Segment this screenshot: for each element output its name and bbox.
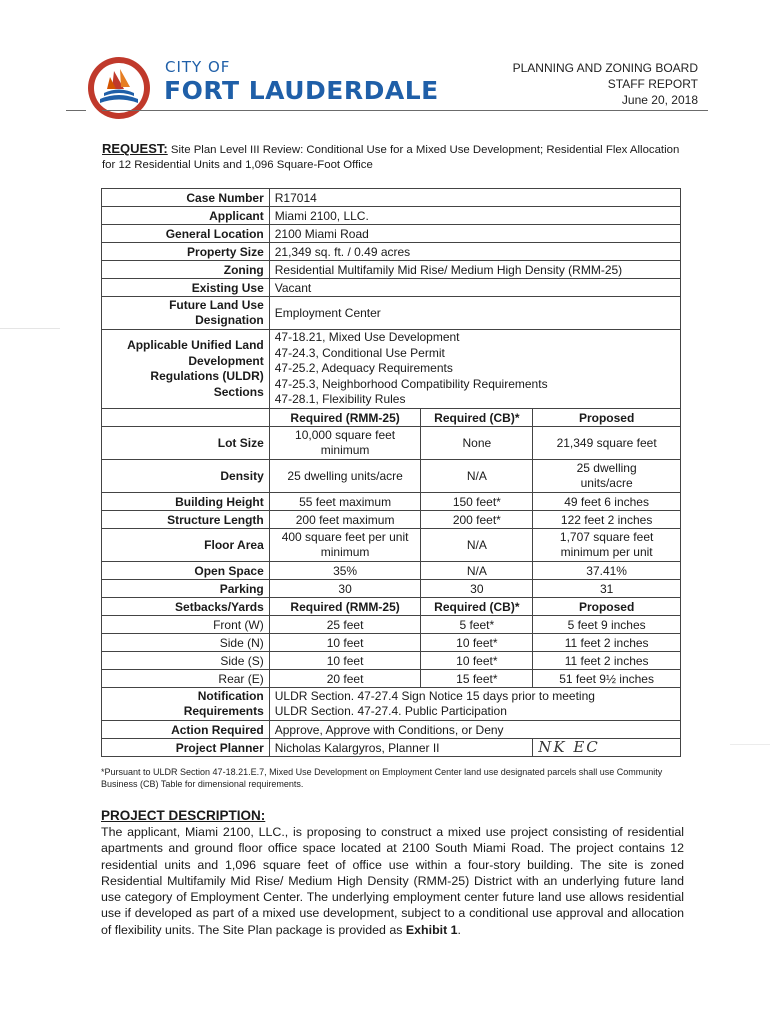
parking-rmm: 30: [269, 580, 421, 598]
table-row: [102, 427, 681, 460]
table-row: [102, 652, 681, 670]
structure-length-cb: 200 feet*: [421, 511, 533, 529]
table-row: [102, 562, 681, 580]
table-row: [102, 297, 681, 330]
parking-label: Parking: [102, 580, 270, 598]
setback-side-n-rmm: 10 feet: [269, 634, 421, 652]
uldr-label-line: Regulations (ULDR): [150, 369, 264, 383]
table-header-row: [102, 598, 681, 616]
table-row: [102, 460, 681, 493]
uldr-section-item: 47-28.1, Flexibility Rules: [274, 392, 406, 407]
lot-size-label: Lot Size: [102, 427, 270, 460]
open-space-proposed: 37.41%: [533, 562, 681, 580]
request-section: [102, 141, 688, 173]
city-seal-icon: [86, 55, 152, 121]
lot-size-rmm: [269, 427, 421, 460]
setback-rear-proposed: 51 feet 9½ inches: [533, 670, 681, 688]
uldr-label-line: Sections: [213, 384, 264, 399]
report-date: June 20, 2018: [621, 93, 698, 107]
notification-label-line: Requirements: [183, 704, 264, 718]
setbacks-label: Setbacks/Yards: [102, 598, 270, 616]
planner-initials-signature: [533, 739, 681, 757]
project-description-title: PROJECT DESCRIPTION:: [101, 808, 266, 823]
building-height-cb: 150 feet*: [421, 493, 533, 511]
existing-use-label: Existing Use: [102, 279, 270, 297]
notification-line: ULDR Section. 47-27.4. Public Participation: [274, 704, 507, 718]
zoning-value: Residential Multifamily Mid Rise/ Medium High Density (RMM-25): [269, 261, 680, 279]
parking-cb: 30: [421, 580, 533, 598]
zoning-label: Zoning: [102, 261, 270, 279]
uldr-label: [102, 330, 270, 409]
setback-side-s-rmm: 10 feet: [269, 652, 421, 670]
notification-line: ULDR Section. 47-27.4 Sign Notice 15 days prior to meeting: [274, 688, 595, 703]
city-of-label: CITY OF: [165, 58, 231, 76]
notification-value: [269, 688, 680, 721]
structure-length-label: Structure Length: [102, 511, 270, 529]
uldr-section-item: 47-25.3, Neighborhood Compatibility Requirements: [274, 376, 548, 391]
board-name: PLANNING AND ZONING BOARD: [512, 61, 698, 75]
city-name: FORT LAUDERDALE: [164, 76, 439, 105]
table-row: [102, 330, 681, 409]
table-row: [102, 189, 681, 207]
density-label: Density: [102, 460, 270, 493]
table-row: [102, 580, 681, 598]
setback-side-n-label: Side (N): [102, 634, 270, 652]
uldr-label-line: Development: [188, 353, 264, 368]
uldr-label-line: Applicable Unified Land: [127, 338, 264, 352]
empty-header-cell: [102, 409, 270, 427]
header-required-rmm: Required (RMM-25): [269, 409, 421, 427]
cell-line: 25 dwelling: [576, 460, 637, 475]
parking-proposed: 31: [533, 580, 681, 598]
case-summary-table: [101, 188, 681, 757]
open-space-cb: N/A: [421, 562, 533, 580]
property-size-label: Property Size: [102, 243, 270, 261]
case-number-label: Case Number: [102, 189, 270, 207]
setback-rear-rmm: 20 feet: [269, 670, 421, 688]
project-planner-label: Project Planner: [102, 739, 270, 757]
lot-size-proposed: 21,349 square feet: [533, 427, 681, 460]
uldr-section-item: 47-24.3, Conditional Use Permit: [274, 345, 445, 360]
table-row: [102, 207, 681, 225]
setbacks-header-proposed: Proposed: [533, 598, 681, 616]
future-land-use-label: [102, 297, 270, 330]
setback-side-s-proposed: 11 feet 2 inches: [533, 652, 681, 670]
cell-line: minimum: [320, 443, 370, 457]
table-row: [102, 243, 681, 261]
table-row: [102, 225, 681, 243]
table-row: [102, 279, 681, 297]
applicant-label: Applicant: [102, 207, 270, 225]
table-row: [102, 634, 681, 652]
project-description-body: [101, 824, 684, 938]
density-proposed: [533, 460, 681, 493]
open-space-label: Open Space: [102, 562, 270, 580]
table-row: [102, 511, 681, 529]
table-row: [102, 261, 681, 279]
structure-length-rmm: 200 feet maximum: [269, 511, 421, 529]
setback-front-proposed: 5 feet 9 inches: [533, 616, 681, 634]
table-row: [102, 721, 681, 739]
future-land-use-label-line: Future Land Use: [169, 297, 264, 312]
future-land-use-label-line: Designation: [195, 313, 264, 327]
uldr-section-item: 47-18.21, Mixed Use Development: [274, 330, 460, 345]
case-number-value: R17014: [269, 189, 680, 207]
table-header-row: [102, 409, 681, 427]
setback-front-cb: 5 feet*: [421, 616, 533, 634]
header-required-cb: Required (CB)*: [421, 409, 533, 427]
uldr-sections: [269, 330, 680, 409]
notification-label-line: Notification: [197, 688, 264, 703]
cell-line: 10,000 square feet: [295, 427, 396, 442]
project-planner-value: Nicholas Kalargyros, Planner II: [269, 739, 533, 757]
property-size-value: 21,349 sq. ft. / 0.49 acres: [269, 243, 680, 261]
setback-side-s-cb: 10 feet*: [421, 652, 533, 670]
building-height-proposed: 49 feet 6 inches: [533, 493, 681, 511]
header-rule: [102, 110, 708, 111]
open-space-rmm: 35%: [269, 562, 421, 580]
density-rmm: 25 dwelling units/acre: [269, 460, 421, 493]
scan-margin-mark: [0, 328, 60, 329]
building-height-label: Building Height: [102, 493, 270, 511]
header-proposed: Proposed: [533, 409, 681, 427]
cell-line: 400 square feet per unit: [281, 529, 409, 544]
project-description-text: The applicant, Miami 2100, LLC., is proposing to construct a mixed use project consisting of residential apartments and ground floor office space located at 2100 South Miami Road. The project contains 12 residential units and 1,096 square feet of office use within a four-story building. The site is zoned Residential Multifamily Mid Rise/ Medium High Density (RMM-25) District with an underlying future land use category of Employment Center. The underlying employment center future land use allows residential use if developed as part of a mixed use development, subject to a conditional use approval and allocation of flexibility units. The Site Plan package is provided as: [101, 825, 684, 937]
setback-side-n-proposed: 11 feet 2 inches: [533, 634, 681, 652]
structure-length-proposed: 122 feet 2 inches: [533, 511, 681, 529]
cell-line: minimum: [320, 545, 370, 559]
footnote: *Pursuant to ULDR Section 47-18.21.E.7, Mixed Use Development on Employment Center land use designated parcels shall use Community Business (CB) Table for dimensional requirements.: [101, 767, 663, 789]
table-row: [102, 739, 681, 757]
cell-line: units/acre: [580, 476, 633, 490]
uldr-section-item: 47-25.2, Adequacy Requirements: [274, 361, 453, 376]
exhibit-reference: Exhibit 1: [405, 922, 458, 937]
scan-margin-mark: [730, 744, 770, 745]
setback-rear-label: Rear (E): [102, 670, 270, 688]
future-land-use-value: Employment Center: [269, 297, 680, 330]
sentence-end: .: [457, 922, 461, 937]
applicant-value: Miami 2100, LLC.: [269, 207, 680, 225]
table-row: [102, 670, 681, 688]
table-row: [102, 493, 681, 511]
table-row: [102, 529, 681, 562]
setback-side-n-cb: 10 feet*: [421, 634, 533, 652]
existing-use-value: Vacant: [269, 279, 680, 297]
floor-area-cb: N/A: [421, 529, 533, 562]
general-location-value: 2100 Miami Road: [269, 225, 680, 243]
table-row: [102, 616, 681, 634]
floor-area-label: Floor Area: [102, 529, 270, 562]
notification-label: [102, 688, 270, 721]
action-required-label: Action Required: [102, 721, 270, 739]
setbacks-header-cb: Required (CB)*: [421, 598, 533, 616]
request-text: Site Plan Level III Review: Conditional Use for a Mixed Use Development; Residential Flex Allocation for 12 Residential Units and 1,096 Square-Foot Office: [102, 144, 680, 171]
setback-front-label: Front (W): [102, 616, 270, 634]
setbacks-header-rmm: Required (RMM-25): [269, 598, 421, 616]
density-cb: N/A: [421, 460, 533, 493]
general-location-label: General Location: [102, 225, 270, 243]
cell-line: 1,707 square feet: [559, 529, 654, 544]
cell-line: minimum per unit: [560, 545, 653, 559]
signature-initials: NK EC: [538, 738, 600, 756]
header-rule-left: [66, 110, 86, 111]
setback-rear-cb: 15 feet*: [421, 670, 533, 688]
floor-area-rmm: [269, 529, 421, 562]
building-height-rmm: 55 feet maximum: [269, 493, 421, 511]
table-row: [102, 688, 681, 721]
lot-size-cb: None: [421, 427, 533, 460]
report-header-info: [513, 60, 698, 108]
setback-side-s-label: Side (S): [102, 652, 270, 670]
floor-area-proposed: [533, 529, 681, 562]
setback-front-rmm: 25 feet: [269, 616, 421, 634]
request-label: REQUEST:: [102, 141, 168, 156]
report-type: STAFF REPORT: [607, 77, 698, 91]
action-required-value: Approve, Approve with Conditions, or Deny: [269, 721, 680, 739]
